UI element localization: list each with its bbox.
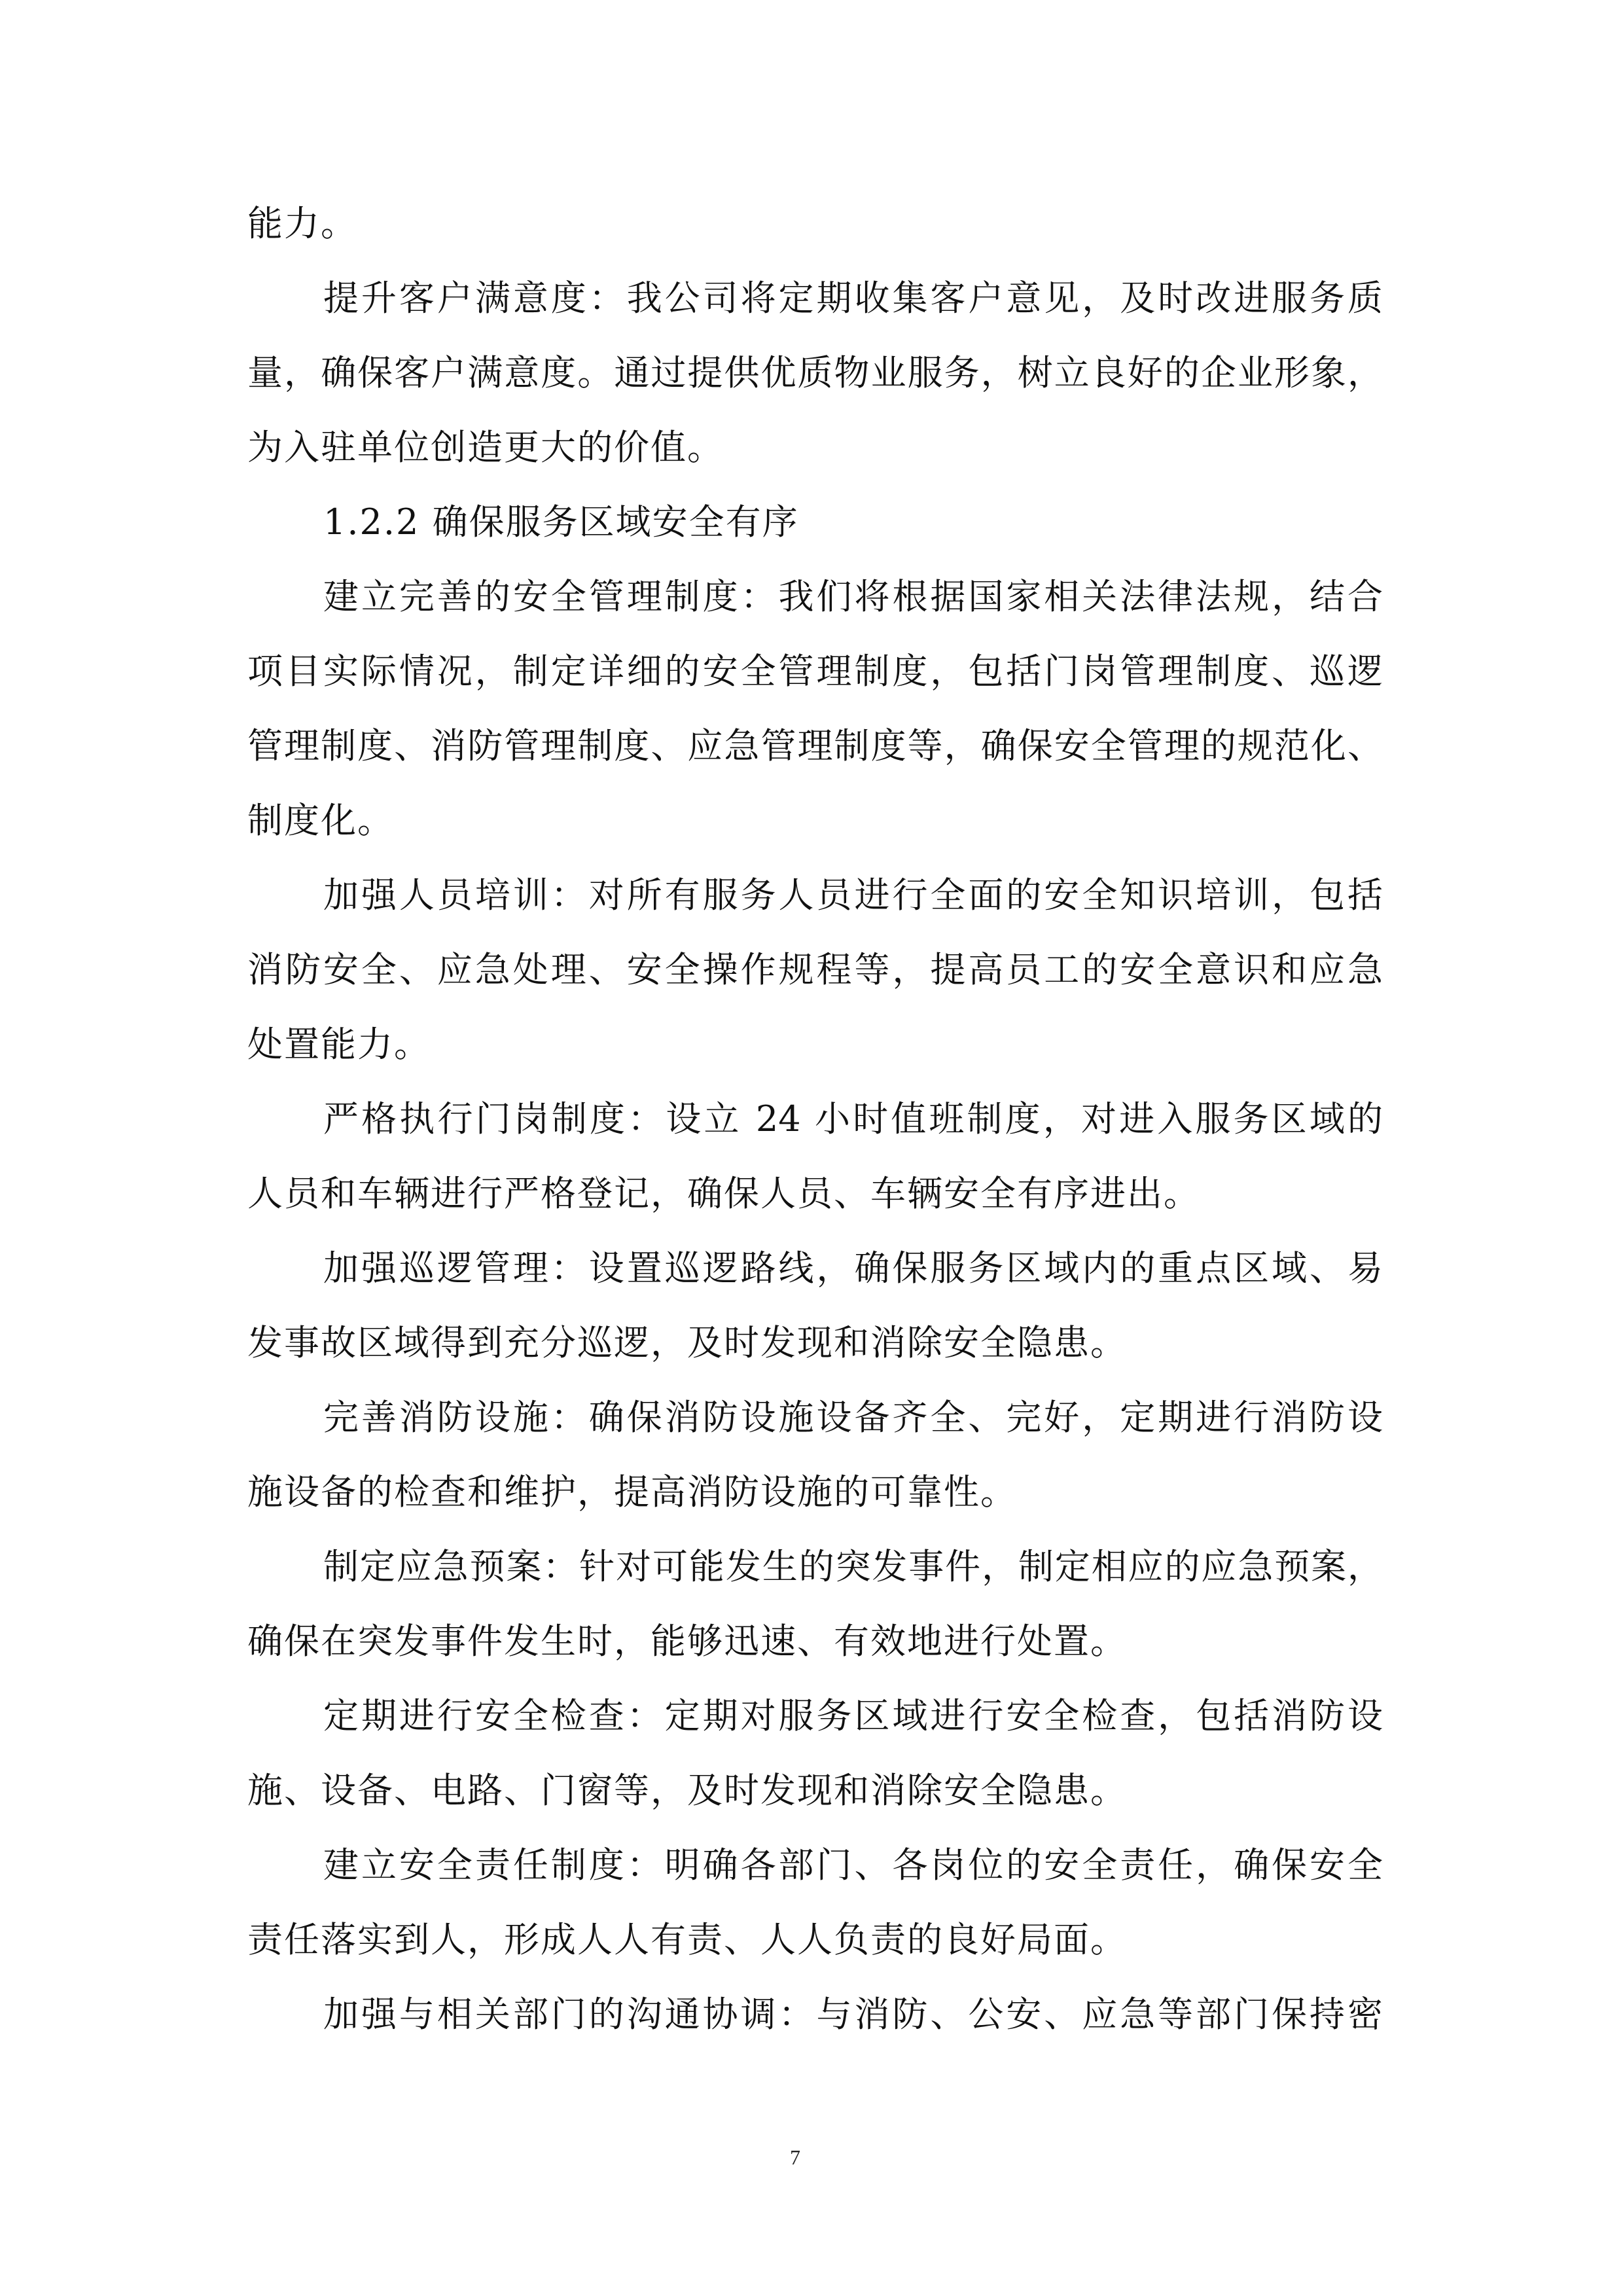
section-heading [247, 485, 1383, 560]
paragraph-department-coordination [247, 1977, 1383, 2052]
paragraph-patrol-management [247, 1231, 1383, 1380]
text-line: 项目实际情况，制定详细的安全管理制度，包括门岗管理制度、巡逻 [247, 651, 1383, 692]
paragraph-safety-inspection [247, 1679, 1383, 1828]
text-line: 加强巡逻管理：设置巡逻路线，确保服务区域内的重点区域、易 [323, 1247, 1383, 1289]
page-number: 7 [790, 2145, 800, 2169]
paragraph-continuation [247, 187, 1383, 261]
text-line: 制定应急预案：针对可能发生的突发事件，制定相应的应急预案， [323, 1546, 1383, 1587]
text-line: 管理制度、消防管理制度、应急管理制度等，确保安全管理的规范化、 [247, 725, 1383, 766]
text-line: 提升客户满意度：我公司将定期收集客户意见，及时改进服务质 [323, 278, 1383, 319]
paragraph-gate-system [247, 1082, 1383, 1231]
text-line: 加强与相关部门的沟通协调：与消防、公安、应急等部门保持密 [323, 1994, 1383, 2035]
text-line: 为入驻单位创造更大的价值。 [247, 427, 724, 468]
text-line: 加强人员培训：对所有服务人员进行全面的安全知识培训，包括 [323, 874, 1383, 916]
text-line: 制度化。 [247, 800, 394, 841]
text-line: 发事故区域得到充分巡逻，及时发现和消除安全隐患。 [247, 1322, 1127, 1363]
text-line: 消防安全、应急处理、安全操作规程等，提高员工的安全意识和应急 [247, 949, 1383, 990]
paragraph-responsibility-system [247, 1828, 1383, 1977]
text-line: 责任落实到人，形成人人有责、人人负责的良好局面。 [247, 1919, 1127, 1960]
text-line: 建立完善的安全管理制度：我们将根据国家相关法律法规，结合 [323, 576, 1383, 617]
paragraph-emergency-plan [247, 1530, 1383, 1679]
paragraph-fire-facilities [247, 1380, 1383, 1530]
text-line: 确保在突发事件发生时，能够迅速、有效地进行处置。 [247, 1621, 1127, 1662]
text-line: 施设备的检查和维护，提高消防设施的可靠性。 [247, 1471, 1017, 1513]
paragraph-safety-system [247, 560, 1383, 858]
heading-line: 1.2.2 确保服务区域安全有序 [323, 501, 799, 543]
paragraph-staff-training [247, 858, 1383, 1082]
paragraph-customer-satisfaction [247, 261, 1383, 485]
body-text [247, 187, 1383, 2052]
text-line: 量，确保客户满意度。通过提供优质物业服务，树立良好的企业形象， [247, 352, 1383, 393]
text-line: 严格执行门岗制度：设立 24 小时值班制度，对进入服务区域的 [323, 1098, 1383, 1139]
text-line: 人员和车辆进行严格登记，确保人员、车辆安全有序进出。 [247, 1173, 1200, 1214]
text-line: 建立安全责任制度：明确各部门、各岗位的安全责任，确保安全 [323, 1844, 1383, 1886]
text-line: 能力。 [247, 203, 357, 244]
text-line: 完善消防设施：确保消防设施设备齐全、完好，定期进行消防设 [323, 1397, 1383, 1438]
text-line: 施、设备、电路、门窗等，及时发现和消除安全隐患。 [247, 1770, 1127, 1811]
text-line: 定期进行安全检查：定期对服务区域进行安全检查，包括消防设 [323, 1695, 1383, 1736]
text-line: 处置能力。 [247, 1024, 431, 1065]
